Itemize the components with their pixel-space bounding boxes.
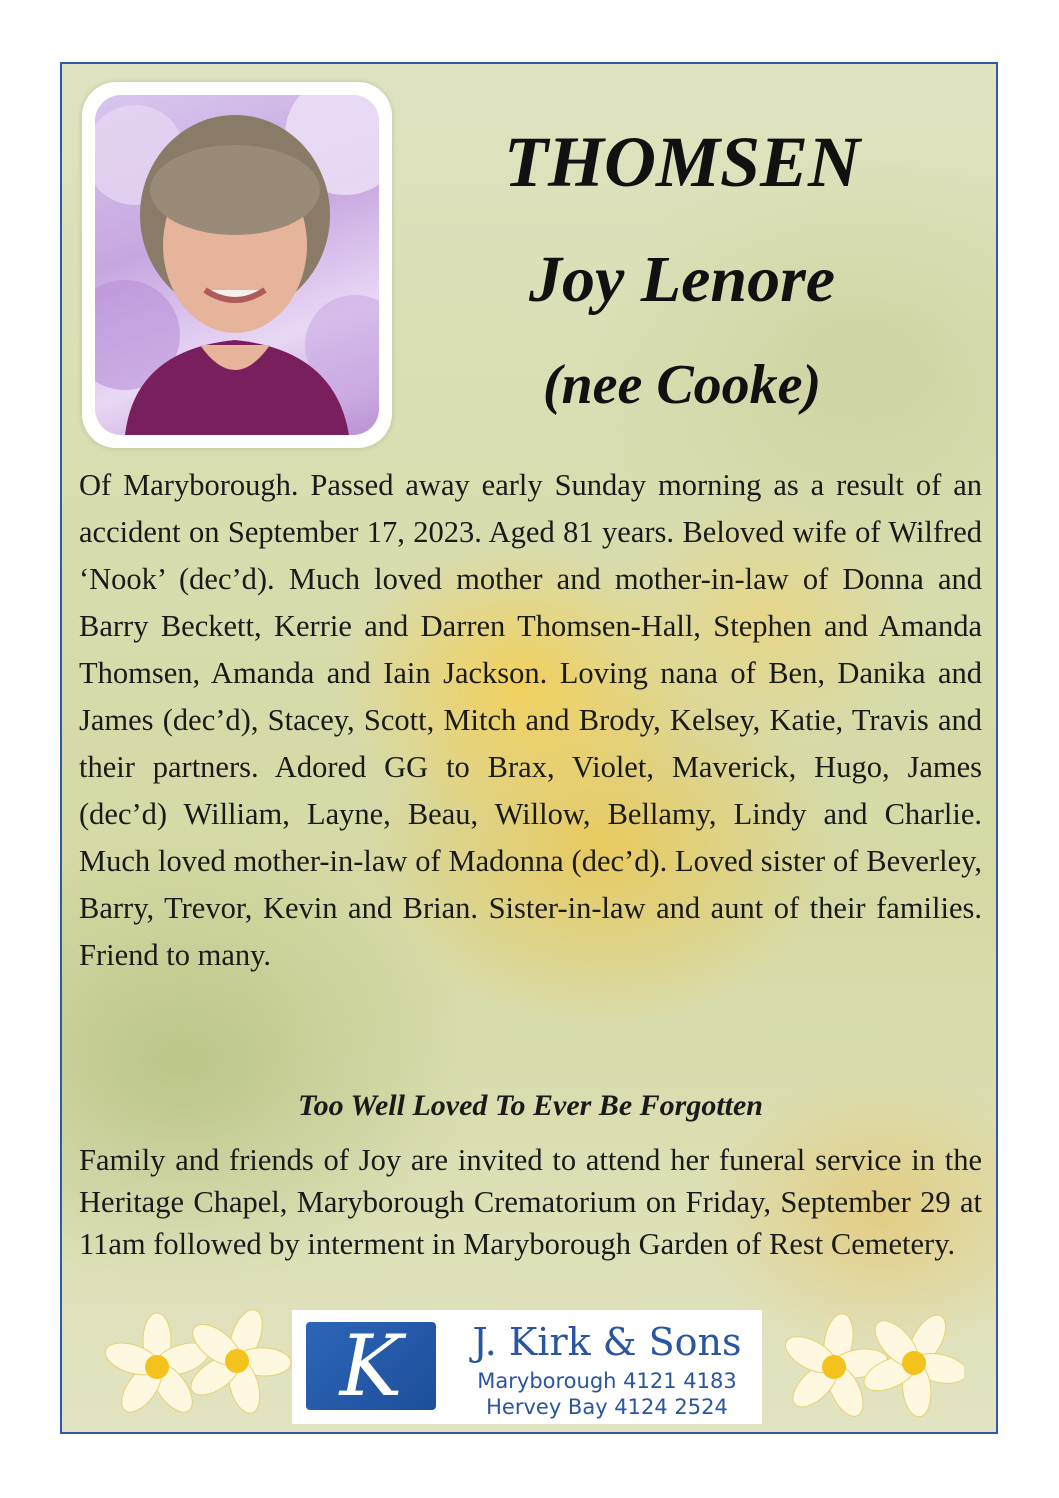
phone-maryborough: Maryborough 4121 4183 (477, 1369, 737, 1393)
funeral-director-logo (292, 1310, 762, 1424)
surname: THOMSEN (503, 122, 861, 202)
portrait-frame (82, 82, 392, 448)
verse: Too Well Loved To Ever Be Forgotten (298, 1089, 763, 1122)
frangipani-flowers-icon (102, 1309, 292, 1419)
given-names: Joy Lenore (528, 243, 836, 316)
frangipani-flowers-icon (774, 1309, 964, 1419)
portrait-photo (95, 95, 379, 435)
phone-hervey-bay: Hervey Bay 4124 2524 (486, 1395, 728, 1419)
notice-frame (60, 62, 998, 1434)
monogram-logo: K (306, 1322, 436, 1410)
funeral-details: Family and friends of Joy are invited to attend her funeral service in the Heritage Chapel, Maryborough Crematorium on Friday, September 29 at 11am followed by interment in Maryborough Garden of Rest Cemetery. (79, 1143, 982, 1261)
director-name: J. Kirk & Sons (472, 1320, 742, 1364)
maiden-name: (nee Cooke) (542, 354, 822, 416)
notice-body: Of Maryborough. Passed away early Sunday morning as a result of an accident on September 17, 2023. Aged 81 years. Beloved wife of Wilfred ‘Nook’ (dec’d). Much loved mother and mother-in-law of Donna and Barry Beckett, Kerrie and Darren Thomsen-Hall, Stephen and Amanda Thomsen, Amanda and Iain Jackson. Loving nana of Ben, Danika and James (dec’d), Stacey, Scott, Mitch and Brody, Kelsey, Katie, Travis and their partners. Adored GG to Brax, Violet, Maverick, Hugo, James (dec’d) William, Layne, Beau, Willow, Bellamy, Lindy and Charlie. Much loved mother-in-law of Madonna (dec’d). Loved sister of Beverley, Barry, Trevor, Kevin and Brian. Sister-in-law and aunt of their families. Friend to many. (79, 468, 982, 972)
